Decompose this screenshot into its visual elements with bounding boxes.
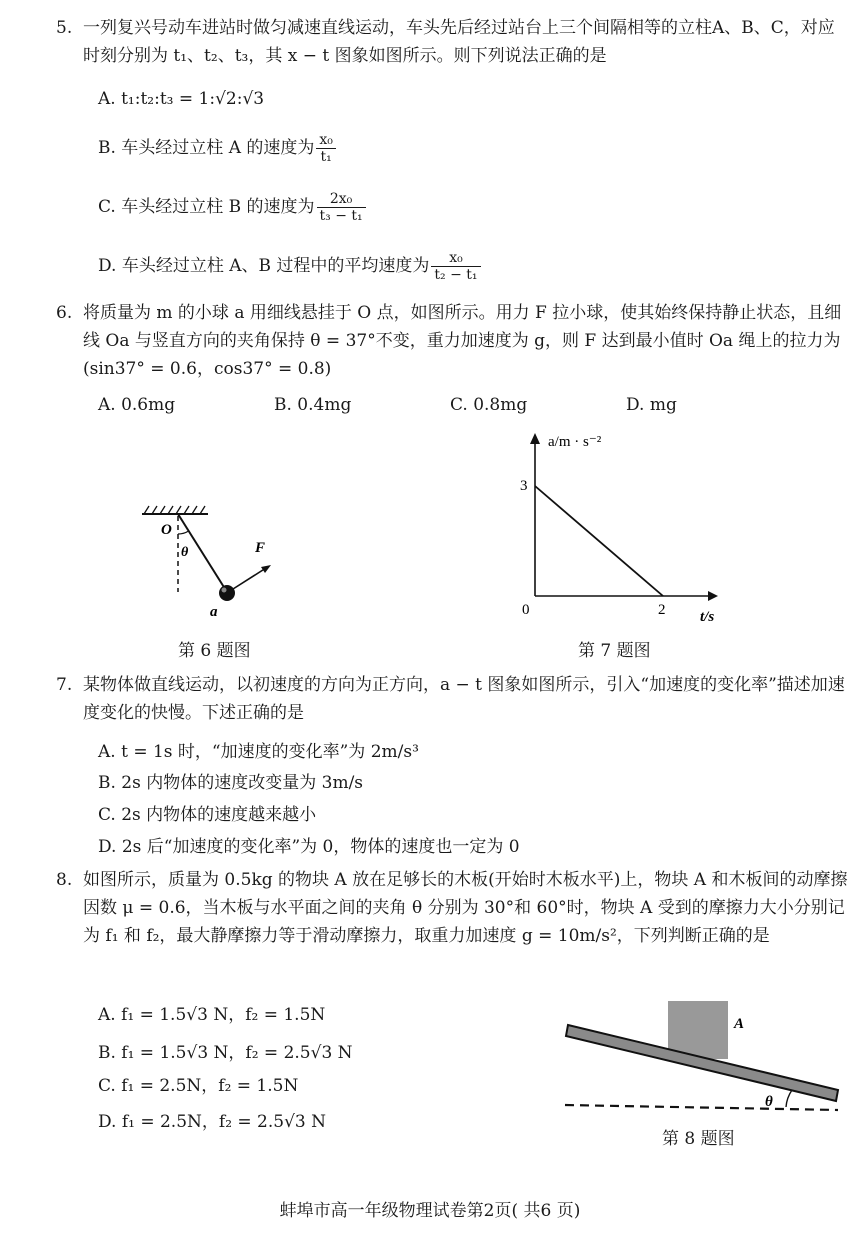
question-stem: 将质量为 m 的小球 a 用细线悬挂于 O 点，如图所示。用力 F 拉小球，使其始终保持静止状态，且细线 Oa 与竖直方向的夹角保持 θ = 37°不变，重力加速度为 g，则 F 达到最小值时 Oa 绳上的拉力为(sin37° = 0.6，cos37° = 0.8) <box>83 303 842 379</box>
figure-7-caption: 第 7 题图 <box>578 641 651 661</box>
question-stem: 某物体做直线运动，以初速度的方向为正方向，a − t 图象如图所示，引入“加速度的变化率”描述加速度变化的快慢。下述正确的是 <box>83 675 845 723</box>
option-b: B. f₁ = 1.5√3 N，f₂ = 2.5√3 N <box>98 1043 353 1063</box>
angle-arc <box>178 531 189 534</box>
option-b: B. 2s 内物体的速度改变量为 3m/s <box>98 773 364 793</box>
figure-6-caption: 第 6 题图 <box>178 641 251 661</box>
question-7 <box>56 671 848 727</box>
option-c: C. 0.8mg <box>450 395 528 415</box>
label-a: A <box>734 1016 745 1032</box>
option-d: D. 2s 后“加速度的变化率”为 0，物体的速度也一定为 0 <box>98 837 520 857</box>
option-a: A. t₁:t₂:t₃ = 1:√2:√3 <box>98 89 265 109</box>
option-b: B. 0.4mg <box>274 395 352 415</box>
ball <box>219 585 235 601</box>
fraction: $\frac{\text{2x₀}}{\text{t₃ − t₁}}$ <box>317 191 366 224</box>
option-d: D. f₁ = 2.5N，f₂ = 2.5√3 N <box>98 1112 327 1132</box>
x-axis-label: t/s <box>700 609 715 625</box>
question-stem: 一列复兴号动车进站时做匀减速直线运动，车头先后经过站台上三个间隔相等的立柱A、B、C，对应时刻分别为 t₁、t₂、t₃，其 x − t 图象如图所示。则下列说法正确的是 <box>83 18 835 66</box>
label-theta: θ <box>765 1094 773 1110</box>
option-a: A. f₁ = 1.5√3 N，f₂ = 1.5N <box>98 1005 326 1025</box>
label-a: a <box>210 604 218 620</box>
option-c: C. f₁ = 2.5N，f₂ = 1.5N <box>98 1076 299 1096</box>
label-theta: θ <box>181 545 189 560</box>
y-axis-label: a/m · s⁻² <box>548 434 602 450</box>
option-c: C. 2s 内物体的速度越来越小 <box>98 805 317 825</box>
x-tick-label: 2 <box>658 602 666 618</box>
option-d: D. mg <box>626 395 677 415</box>
option-a: A. 0.6mg <box>98 395 176 415</box>
y-axis-arrow-icon <box>530 433 540 444</box>
figure-6-pendulum <box>130 500 300 620</box>
question-number: 7. <box>56 675 73 695</box>
option-a: A. t = 1s 时，“加速度的变化率”为 2m/s³ <box>98 742 419 762</box>
figure-8-incline <box>560 995 844 1120</box>
angle-arc <box>786 1090 792 1107</box>
label-f: F <box>255 540 266 556</box>
question-number: 6. <box>56 303 73 323</box>
force-arrow <box>233 568 266 589</box>
figure-7-graph <box>510 428 725 628</box>
question-number: 5. <box>56 18 73 38</box>
ceiling-hatch <box>144 506 205 514</box>
question-number: 8. <box>56 870 73 890</box>
figure-8-caption: 第 8 题图 <box>662 1129 735 1149</box>
x-axis-arrow-icon <box>708 591 718 601</box>
arrow-head-icon <box>261 565 271 573</box>
fraction: $\frac{\text{x₀}}{\text{t₂ − t₁}}$ <box>431 250 480 283</box>
option-text: B. 车头经过立柱 A 的速度为 <box>98 138 315 158</box>
question-stem: 如图所示，质量为 0.5kg 的物块 A 放在足够长的木板(开始时木板水平)上，物块 A 和木板间的动摩擦因数 μ = 0.6，当木板与水平面之间的夹角 θ 分别为 30°和 60°时，物块 A 受到的摩擦力大小分别记为 f₁ 和 f₂，最大静摩擦力等于滑动摩擦力，取重力加速度 g = 10m/s²，下列判断正确的是 <box>83 870 848 946</box>
option-text: C. 车头经过立柱 B 的速度为 <box>98 197 315 217</box>
label-o: O <box>161 522 172 538</box>
fraction: $\frac{\text{x₀}}{\text{t₁}}$ <box>316 132 336 165</box>
option-b <box>98 132 336 165</box>
page-footer: 蚌埠市高一年级物理试卷第2页( 共6 页) <box>279 1201 581 1221</box>
origin-label: 0 <box>522 602 530 618</box>
option-c <box>98 191 366 224</box>
question-8 <box>56 866 848 950</box>
y-tick-label: 3 <box>520 478 528 494</box>
option-text: D. 车头经过立柱 A、B 过程中的平均速度为 <box>98 256 430 276</box>
horizontal-dashed-line <box>565 1105 838 1110</box>
question-5 <box>56 14 848 70</box>
option-d <box>98 250 481 283</box>
question-6 <box>56 299 848 383</box>
a-t-line <box>535 486 663 596</box>
